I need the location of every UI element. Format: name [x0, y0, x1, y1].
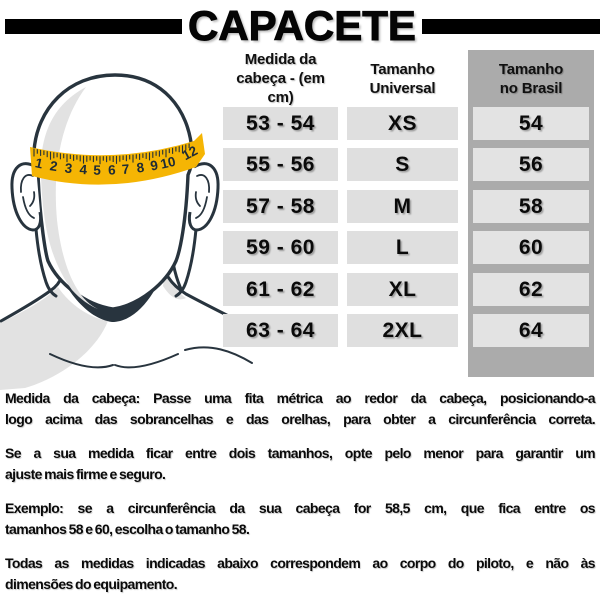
- text-line: Todas as medidas indicadas abaixo correspondem ao corpo do piloto, e não às: [5, 555, 595, 571]
- size-cell-universal: XS: [347, 107, 458, 140]
- size-cell-brasil: 64: [473, 314, 589, 347]
- size-cell-brasil: 58: [473, 190, 589, 223]
- tape-number: 9: [149, 157, 160, 174]
- size-cell-cm: 57 - 58: [223, 190, 338, 223]
- column-brasil-size: [468, 50, 594, 377]
- text-line: Medida da cabeça: Passe uma fita métrica ao redor da cabeça, posicionando-a: [5, 390, 595, 406]
- header-line: cabeça - (em cm): [236, 70, 325, 106]
- size-cell-brasil: 60: [473, 231, 589, 264]
- size-cell-brasil: 62: [473, 273, 589, 306]
- size-cell-cm: 63 - 64: [223, 314, 338, 347]
- title-right-bar: [422, 19, 600, 34]
- size-cell-universal: L: [347, 231, 458, 264]
- tape-number: 10: [158, 153, 177, 172]
- text-line: Se a sua medida ficar entre dois tamanhos, opte pelo menor para garantir um: [5, 445, 595, 461]
- tape-number: 2: [48, 158, 59, 175]
- size-cell-universal: S: [347, 148, 458, 181]
- size-cell-cm: 55 - 56: [223, 148, 338, 181]
- column-header: [223, 50, 338, 107]
- column-header: [347, 50, 458, 107]
- size-cell-universal: M: [347, 190, 458, 223]
- tape-number: 1: [33, 155, 45, 172]
- tape-number: 8: [135, 159, 146, 176]
- tape-number: 12: [179, 142, 201, 164]
- header-line: Universal: [369, 79, 436, 97]
- page-title: CAPACETE: [188, 2, 416, 49]
- tape-number: 7: [121, 161, 130, 178]
- tape-number: 3: [63, 160, 74, 177]
- column-universal-size: [347, 50, 458, 355]
- title-left-bar: [5, 19, 182, 34]
- header-line: Tamanho: [370, 60, 435, 78]
- tape-number: 5: [93, 162, 101, 178]
- paragraph-pilot-body: [5, 553, 595, 595]
- text-line: Exemplo: se a circunferência da sua cabeça for 58,5 cm, que fica entre os: [5, 500, 595, 516]
- header-line: Tamanho: [498, 60, 564, 78]
- paragraph-between-sizes: [5, 443, 595, 485]
- text-line: ajuste mais firme e seguro.: [5, 466, 166, 482]
- instructions: [5, 388, 595, 600]
- size-cell-cm: 53 - 54: [223, 107, 338, 140]
- text-line: dimensões do equipamento.: [5, 576, 178, 592]
- column-head-measure: [223, 50, 338, 355]
- tape-number: 6: [107, 162, 116, 178]
- right-ear-icon: [189, 164, 218, 230]
- text-line: logo acima das sobrancelhas e das orelhas, para obter a circunferência correta.: [5, 411, 595, 427]
- column-header: [468, 50, 594, 107]
- size-cell-universal: 2XL: [347, 314, 458, 347]
- size-cell-cm: 61 - 62: [223, 273, 338, 306]
- text-line: tamanhos 58 e 60, escolha o tamanho 58.: [5, 521, 250, 537]
- title-bar: [0, 0, 600, 52]
- header-line: no Brasil: [499, 79, 563, 97]
- paragraph-measure-head: [5, 388, 595, 430]
- head-silhouette: [34, 75, 193, 309]
- size-cell-universal: XL: [347, 273, 458, 306]
- paragraph-example: [5, 498, 595, 540]
- tape-number: 4: [79, 161, 88, 178]
- size-cell-brasil: 56: [473, 148, 589, 181]
- size-cell-brasil: 54: [473, 107, 589, 140]
- header-line: Medida da: [244, 51, 317, 68]
- size-cell-cm: 59 - 60: [223, 231, 338, 264]
